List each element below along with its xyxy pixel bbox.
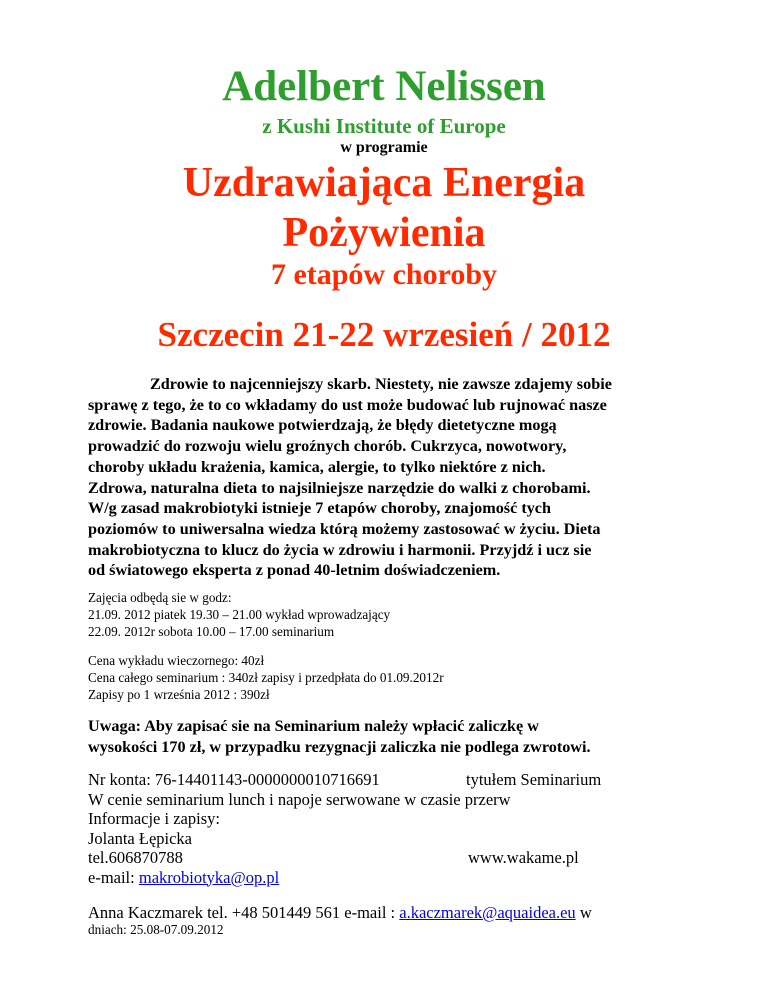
intro-line: Zdrowa, naturalna dieta to najsilniejsze narzędzie do walki z chorobami. — [88, 478, 591, 497]
contact-dates: dniach: 25.08-07.09.2012 — [88, 922, 224, 937]
note-line-2: wysokości 170 zł, w przypadku rezygnacji zaliczka nie podlega zwrotowi. — [88, 737, 591, 756]
intro-line: Zdrowie to najcenniejszy skarb. Niestety, nie zawsze zdajemy sobie — [150, 375, 612, 393]
schedule-heading: Zajęcia odbędą sie w godz: — [88, 590, 232, 605]
email-row — [88, 868, 748, 888]
schedule-block — [88, 589, 390, 640]
intro-line: choroby układu krażenia, kamica, alergie, to tylko niektóre z nich. — [88, 457, 546, 476]
subtitle: 7 etapów choroby — [270, 258, 498, 291]
intro-line: poziomów to uniwersalna wiedza którą możemy zastosować w życiu. Dieta — [88, 519, 601, 538]
title-line-1: Uzdrawiająca Energia — [182, 160, 586, 206]
lunch-line: W cenie seminarium lunch i napoje serwowane w czasie przerw — [88, 789, 511, 809]
intro-line: prowadzić do rozwoju wielu groźnych chorób. Cukrzyca, nowotwory, — [88, 437, 567, 456]
account-title: tytułem Seminarium — [466, 770, 602, 789]
prices-block — [88, 652, 444, 703]
intro-line: od światowego eksperta z ponad 40-letnim doświadczeniem. — [88, 561, 501, 580]
location-date: Szczecin 21-22 wrzesień / 2012 — [157, 315, 611, 354]
program-prefix: w programie — [340, 139, 428, 156]
price-lecture: Cena wykładu wieczornego: 40zł — [88, 653, 265, 668]
account-row — [88, 770, 748, 790]
institute-line: z Kushi Institute of Europe — [262, 114, 506, 138]
info-block — [88, 770, 748, 887]
email-label: e-mail: — [88, 867, 139, 887]
secondary-contact-prefix: Anna Kaczmarek tel. +48 501449 561 e-mail : — [88, 903, 400, 922]
speaker-name: Adelbert Nelissen — [222, 63, 546, 110]
price-late: Zapisy po 1 września 2012 : 390zł — [88, 687, 270, 702]
info-heading: Informacje i zapisy: — [88, 809, 220, 828]
schedule-day-1: 21.09. 2012 piatek 19.30 – 21.00 wykład wprowadzający — [88, 607, 391, 622]
secondary-contact-suffix: w — [575, 903, 592, 922]
phone-row — [88, 848, 748, 868]
secondary-email-link[interactable]: a.kaczmarek@aquaidea.eu — [399, 903, 576, 922]
price-seminar: Cena całego seminarium : 340zł zapisy i przedpłata do 01.09.2012r — [88, 670, 444, 685]
schedule-day-2: 22.09. 2012r sobota 10.00 – 17.00 seminarium — [88, 624, 335, 639]
secondary-contact — [88, 903, 592, 923]
email-link[interactable]: makrobiotyka@op.pl — [138, 867, 280, 887]
intro-line: W/g zasad makrobiotyki istnieje 7 etapów choroby, znajomość tych — [88, 499, 551, 518]
intro-paragraph — [88, 374, 688, 581]
bank-account: Nr konta: 76-14401143-0000000010716691 — [88, 770, 380, 789]
title-line-2: Pożywienia — [282, 210, 486, 256]
contact-person: Jolanta Łępicka — [88, 828, 192, 848]
note-line-1: Uwaga: Aby zapisać sie na Seminarium należy wpłacić zaliczkę w — [88, 717, 539, 735]
deposit-note — [88, 716, 591, 757]
website-text: www.wakame.pl — [468, 848, 579, 867]
intro-line: sprawę z tego, że to co wkładamy do ust może budować lub rujnować nasze — [88, 395, 607, 414]
intro-line: zdrowie. Badania naukowe potwierdzają, że błędy dietetyczne mogą — [88, 416, 557, 435]
phone-number: tel.606870788 — [88, 848, 183, 867]
intro-line: makrobiotyczna to klucz do życia w zdrowiu i harmonii. Przyjdź i ucz sie — [88, 540, 592, 559]
